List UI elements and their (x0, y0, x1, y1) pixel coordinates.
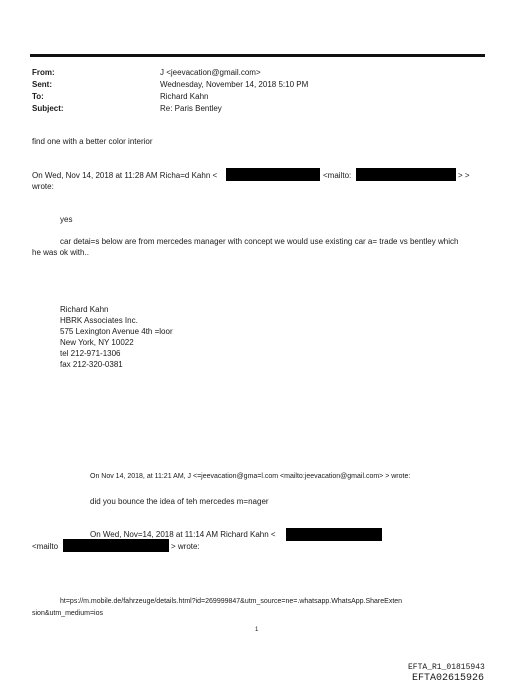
signature-line: HBRK Associates Inc. (60, 316, 138, 325)
url-line-1: ht=ps://m.mobile.de/fahrzeuge/details.html?id=269999847&utm_source=ne=.whatsapp.WhatsApp.ShareExten (60, 598, 403, 605)
redaction-block (63, 539, 169, 552)
quote3-wrote: > wrote: (171, 542, 200, 551)
quote2-line: On Nov 14, 2018, at 11:21 AM, J <=jeevacation@gma=l.com <mailto:jeevacation@gmail.com> > wrote: (90, 473, 411, 480)
from-value: J <jeevacation@gmail.com> (160, 68, 261, 77)
to-label: To: (32, 92, 44, 101)
footer-id-1: EFTA_R1_01815943 (408, 663, 485, 672)
details-line-2: he was ok with.. (32, 248, 89, 257)
quote1-wrote: wrote: (32, 182, 54, 191)
reply-text: find one with a better color interior (32, 137, 153, 146)
quote3-prefix: On Wed, Nov=14, 2018 at 11:14 AM Richard Kahn < (90, 530, 276, 539)
from-label: From: (32, 68, 55, 77)
quote1-mailto: <mailto: (323, 171, 352, 180)
sent-value: Wednesday, November 14, 2018 5:10 PM (160, 80, 309, 89)
redaction-block (226, 168, 320, 181)
signature-line: tel 212-971-1306 (60, 349, 121, 358)
subject-label: Subject: (32, 104, 64, 113)
details-line-1: car detai=s below are from mercedes manager with concept we would use existing car a= trade vs bentley which (60, 237, 459, 246)
page-number: 1 (255, 627, 259, 633)
signature-line: 575 Lexington Avenue 4th =loor (60, 327, 173, 336)
signature-line: Richard Kahn (60, 305, 109, 314)
yes-text: yes (60, 215, 73, 224)
quote1-prefix: On Wed, Nov 14, 2018 at 11:28 AM Richa=d Kahn < (32, 171, 218, 180)
signature-line: fax 212-320-0381 (60, 360, 123, 369)
url-line-2: sion&utm_medium=ios (32, 610, 104, 617)
subject-value: Re: Paris Bentley (160, 104, 222, 113)
quote3-mailto: <mailto (32, 542, 59, 551)
quote1-end: > > (458, 171, 470, 180)
header-rule (30, 54, 485, 57)
sent-label: Sent: (32, 80, 52, 89)
bounce-text: did you bounce the idea of teh mercedes m=nager (90, 497, 269, 506)
redaction-block (286, 528, 382, 541)
footer-id-2: EFTA02615926 (412, 673, 485, 684)
redaction-block (356, 168, 456, 181)
signature-line: New York, NY 10022 (60, 338, 134, 347)
to-value: Richard Kahn (160, 92, 209, 101)
